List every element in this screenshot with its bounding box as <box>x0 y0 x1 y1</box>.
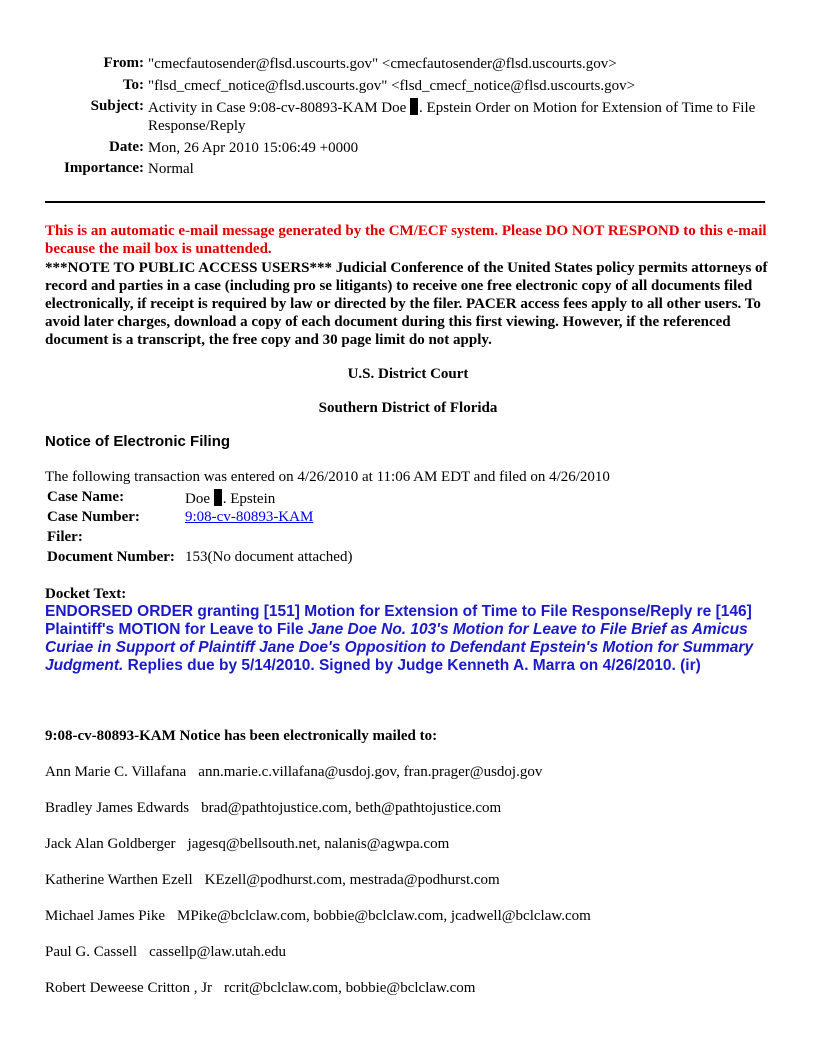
docket-text: ENDORSED ORDER granting [151] Motion for Extension of Time to File Response/Reply re [146] Plaintiff's MOTION for Leave to File Jane Doe No. 103's Motion for Leave to File Brief as Amicus Curiae in Support of Plaintiff Jane Doe's Opposition to Defendant Epstein's Motion for Summary Judgment. Replies due by 5/14/2010. Signed by Judge Kenneth A. Marra on 4/26/2010. (ir) <box>45 603 754 674</box>
court-name: U.S. District Court <box>347 366 469 382</box>
case-number-label: Case Number: <box>47 509 140 525</box>
recipient-item: Katherine Warthen Ezell KEzell@podhurst.com, mestrada@podhurst.com <box>45 872 500 888</box>
from-label: From: <box>103 55 144 71</box>
from-value: "cmecfautosender@flsd.uscourts.gov" <cmecfautosender@flsd.uscourts.gov> <box>148 56 617 72</box>
subject-value: Activity in Case 9:08-cv-80893-KAM Doe . Epstein Order on Motion for Extension of Time to File Response/Reply <box>148 100 756 134</box>
to-label: To: <box>122 77 144 93</box>
date-value: Mon, 26 Apr 2010 15:06:49 +0000 <box>148 140 359 156</box>
public-access-note: ***NOTE TO PUBLIC ACCESS USERS*** Judicial Conference of the United States policy permits attorneys of record and parties in a case (including pro se litigants) to receive one free electronic copy of all documents filed electronically, if receipt is required by law or directed by the filer. PACER access fees apply to all other users. To avoid later charges, download a copy of each document during this first viewing. However, if the referenced document is a transcript, the free copy and 30 page limit do not apply. <box>45 260 768 348</box>
date-label: Date: <box>109 139 144 155</box>
case-number-link[interactable]: 9:08-cv-80893-KAM <box>185 509 314 525</box>
recipient-item: Ann Marie C. Villafana ann.marie.c.villafana@usdoj.gov, fran.prager@usdoj.gov <box>45 764 543 780</box>
docket-text-label: Docket Text: <box>45 586 127 602</box>
document-number-value: 153(No document attached) <box>185 549 353 565</box>
redaction-box <box>214 489 222 506</box>
court-district: Southern District of Florida <box>318 400 498 416</box>
auto-message-warning: This is an automatic e-mail message generated by the CM/ECF system. Please DO NOT RESPOND to this e-mail because the mail box is unattended. <box>45 223 767 257</box>
recipient-item: Jack Alan Goldberger jagesq@bellsouth.net, nalanis@agwpa.com <box>45 836 450 852</box>
importance-label: Importance: <box>64 160 144 176</box>
document-number-label: Document Number: <box>47 549 175 565</box>
importance-value: Normal <box>148 161 194 177</box>
subject-label: Subject: <box>90 98 144 114</box>
mailed-heading: 9:08-cv-80893-KAM Notice has been electronically mailed to: <box>45 728 438 744</box>
recipient-item: Robert Deweese Critton , Jr rcrit@bclclaw.com, bobbie@bclclaw.com <box>45 980 476 996</box>
to-value: "flsd_cmecf_notice@flsd.uscourts.gov" <flsd_cmecf_notice@flsd.uscourts.gov> <box>148 78 636 94</box>
nef-title: Notice of Electronic Filing <box>45 433 231 450</box>
case-name-value: Doe . Epstein <box>185 491 276 507</box>
docket-italic-title: Jane Doe No. 103's Motion for Leave to File Brief as Amicus Curiae in Support of Plaintiff Jane Doe's Opposition to Defendant Epstein's Motion for Summary Judgment. <box>45 621 754 674</box>
filer-label: Filer: <box>47 529 83 545</box>
recipient-item: Bradley James Edwards brad@pathtojustice.com, beth@pathtojustice.com <box>45 800 502 816</box>
header-divider <box>45 201 765 203</box>
redaction-box <box>410 98 418 115</box>
recipient-item: Michael James Pike MPike@bclclaw.com, bobbie@bclclaw.com, jcadwell@bclclaw.com <box>45 908 591 924</box>
case-name-label: Case Name: <box>47 489 125 505</box>
recipient-item: Paul G. Cassell cassellp@law.utah.edu <box>45 944 287 960</box>
transaction-intro: The following transaction was entered on 4/26/2010 at 11:06 AM EDT and filed on 4/26/2010 <box>45 469 610 485</box>
